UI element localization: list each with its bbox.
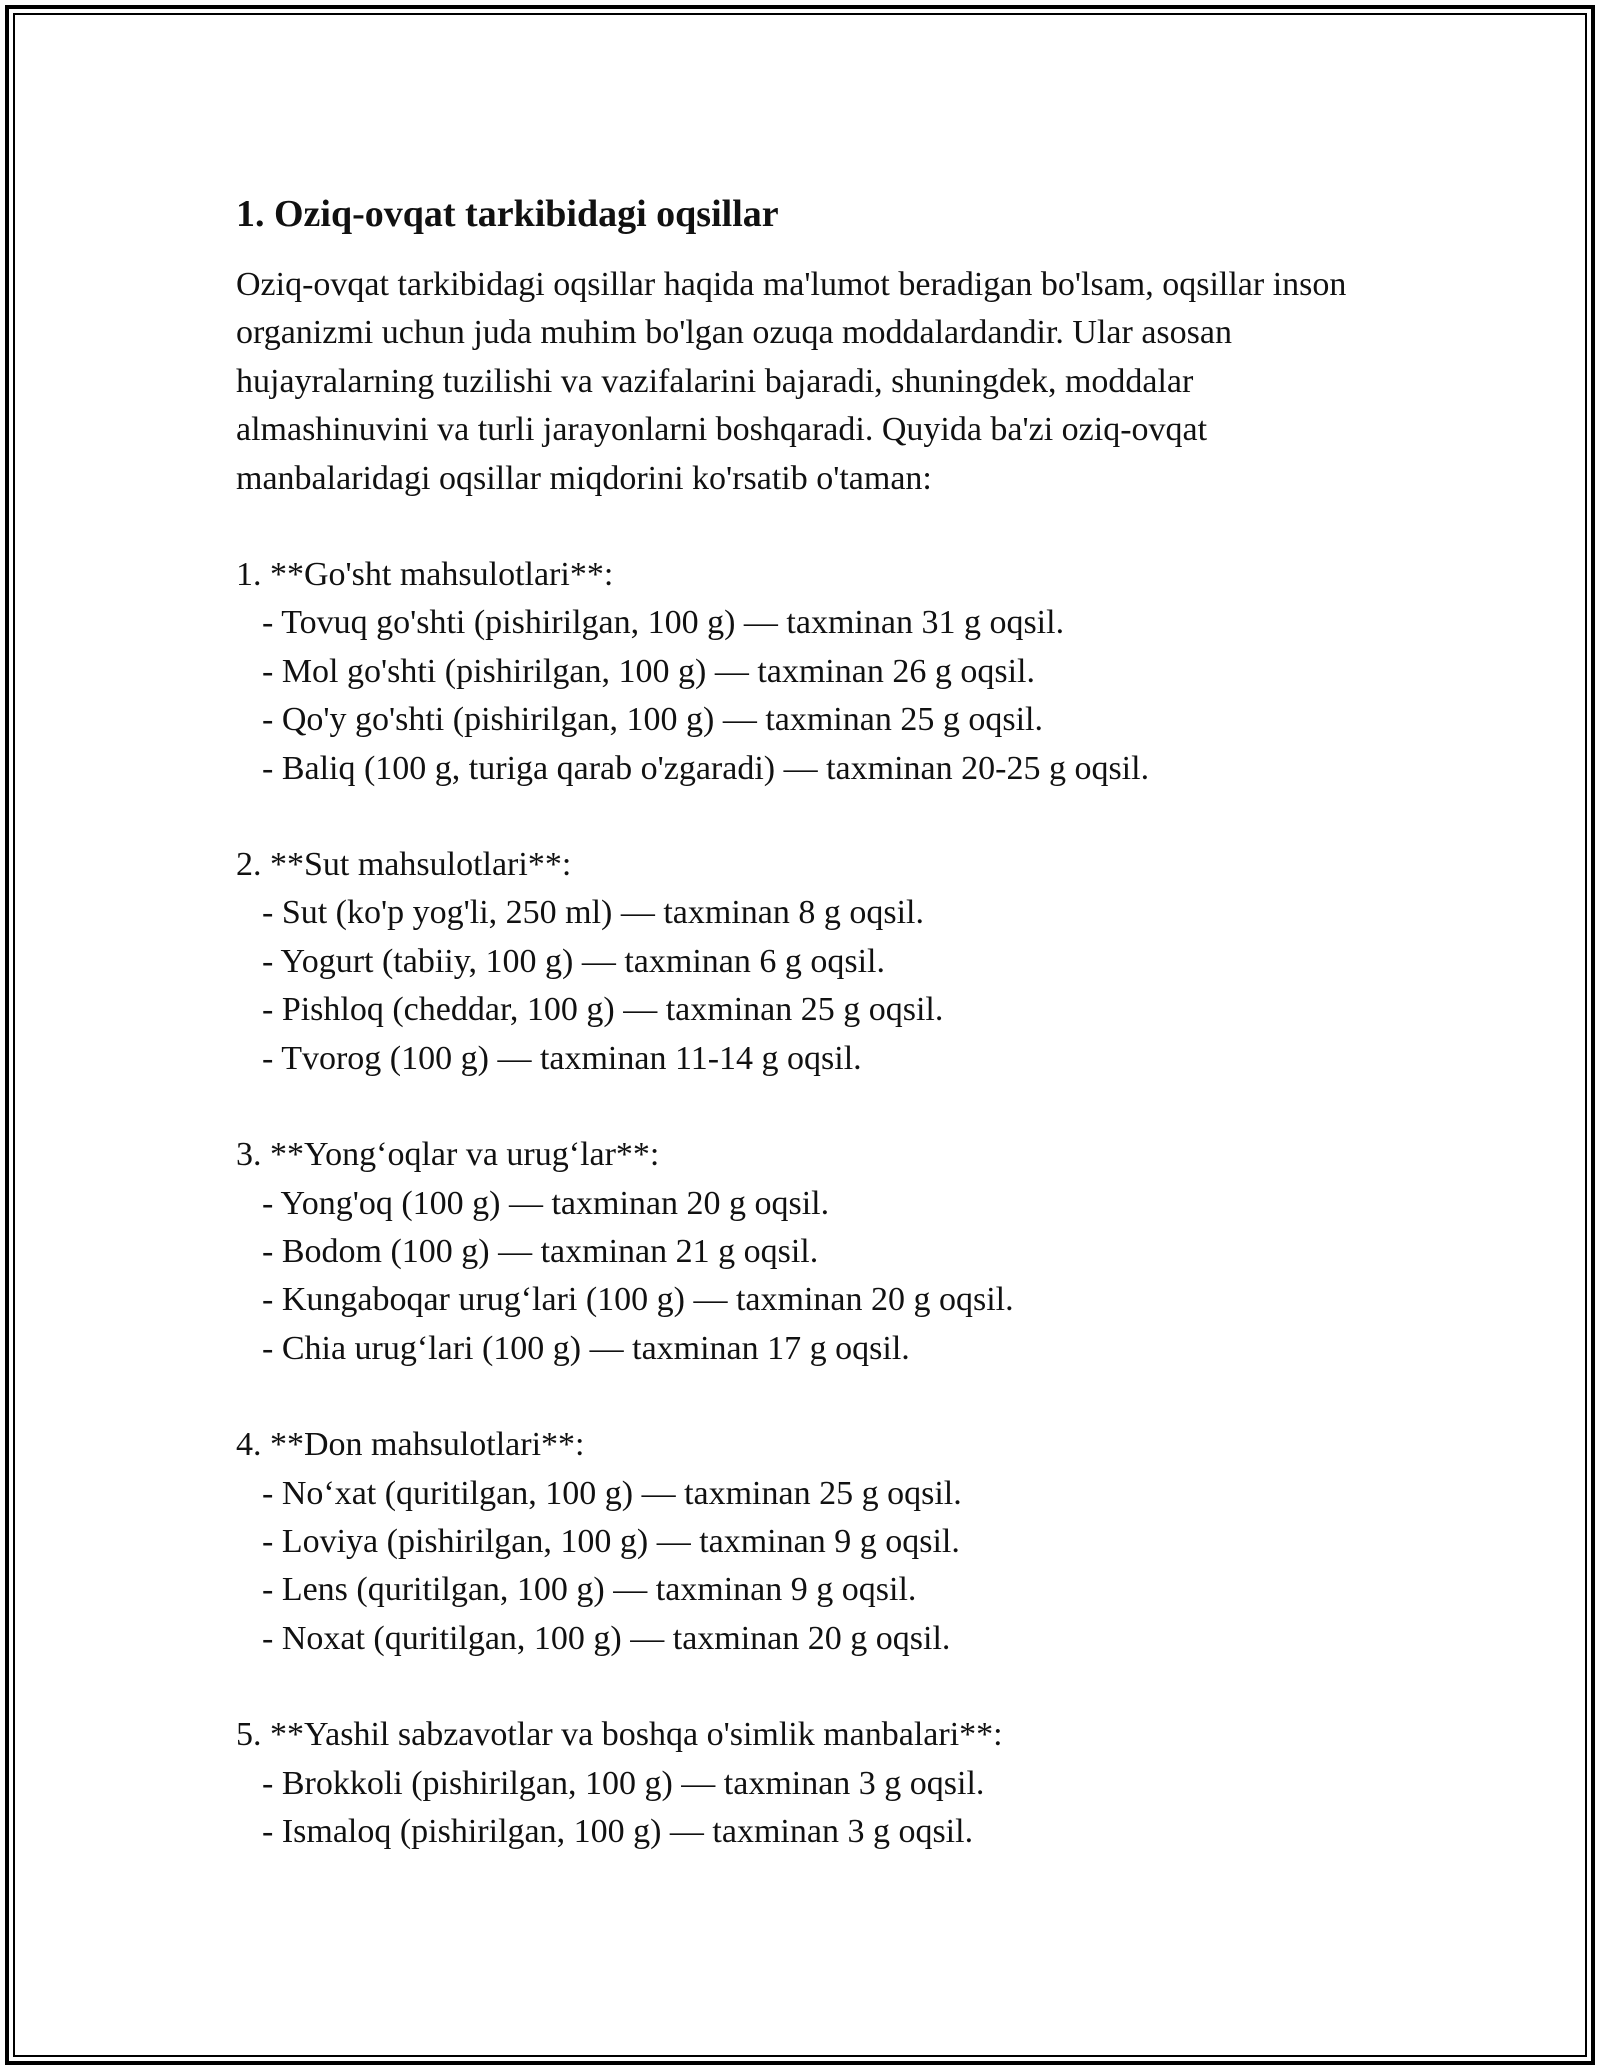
section-heading: 5. **Yashil sabzavotlar va boshqa o'simlik manbalari**:: [236, 1716, 1003, 1754]
list-item: - Qo'y go'shti (pishirilgan, 100 g) — taxminan 25 g oqsil.: [262, 701, 1043, 739]
intro-paragraph: Oziq-ovqat tarkibidagi oqsillar haqida ma'lumot beradigan bo'lsam, oqsillar inson organizmi uchun juda muhim bo'lgan ozuqa moddalardandir. Ular asosan hujayralarning tuzilishi va vazifalarini bajaradi, shuningdek, moddalar almashinuvini va turli jarayonlarni boshqaradi. Quyida ba'zi oziq-ovqat manbalaridagi oqsillar miqdorini ko'rsatib o'taman:: [236, 266, 1347, 497]
section-heading: 1. **Go'sht mahsulotlari**:: [236, 556, 614, 594]
list-item: - Noxat (quritilgan, 100 g) — taxminan 20 g oqsil.: [262, 1619, 951, 1657]
section-dairy: [236, 841, 1366, 1083]
list-item: - Loviya (pishirilgan, 100 g) — taxminan 9 g oqsil.: [262, 1522, 960, 1560]
list-item: - Chia urug‘lari (100 g) — taxminan 17 g oqsil.: [262, 1329, 910, 1367]
list-item: - Mol go'shti (pishirilgan, 100 g) — taxminan 26 g oqsil.: [262, 652, 1035, 690]
list-item: - Tvorog (100 g) — taxminan 11-14 g oqsil.: [262, 1039, 862, 1077]
section-vegetables: [236, 1711, 1366, 1856]
list-item: - No‘xat (quritilgan, 100 g) — taxminan 25 g oqsil.: [262, 1474, 962, 1512]
section-heading: 4. **Don mahsulotlari**:: [236, 1426, 585, 1464]
list-item: - Yogurt (tabiiy, 100 g) — taxminan 6 g oqsil.: [262, 942, 885, 980]
section-meat: [236, 551, 1366, 793]
section-heading: 3. **Yong‘oqlar va urug‘lar**:: [236, 1136, 660, 1174]
list-item: - Yong'oq (100 g) — taxminan 20 g oqsil.: [262, 1184, 830, 1222]
document-body: [236, 185, 1366, 1856]
section-grains: [236, 1421, 1366, 1663]
list-item: - Tovuq go'shti (pishirilgan, 100 g) — taxminan 31 g oqsil.: [262, 604, 1065, 642]
list-item: - Bodom (100 g) — taxminan 21 g oqsil.: [262, 1232, 819, 1270]
section-heading: 2. **Sut mahsulotlari**:: [236, 846, 572, 884]
document-title: 1. Oziq-ovqat tarkibidagi oqsillar: [236, 193, 779, 235]
list-item: - Ismaloq (pishirilgan, 100 g) — taxminan 3 g oqsil.: [262, 1812, 974, 1850]
list-item: - Lens (quritilgan, 100 g) — taxminan 9 g oqsil.: [262, 1571, 917, 1609]
section-nuts-seeds: [236, 1131, 1366, 1373]
list-item: - Sut (ko'p yog'li, 250 ml) — taxminan 8 g oqsil.: [262, 894, 925, 932]
list-item: - Pishloq (cheddar, 100 g) — taxminan 25 g oqsil.: [262, 991, 944, 1029]
list-item: - Kungaboqar urug‘lari (100 g) — taxminan 20 g oqsil.: [262, 1281, 1014, 1319]
list-item: - Brokkoli (pishirilgan, 100 g) — taxminan 3 g oqsil.: [262, 1764, 985, 1802]
list-item: - Baliq (100 g, turiga qarab o'zgaradi) — taxminan 20-25 g oqsil.: [262, 749, 1150, 787]
